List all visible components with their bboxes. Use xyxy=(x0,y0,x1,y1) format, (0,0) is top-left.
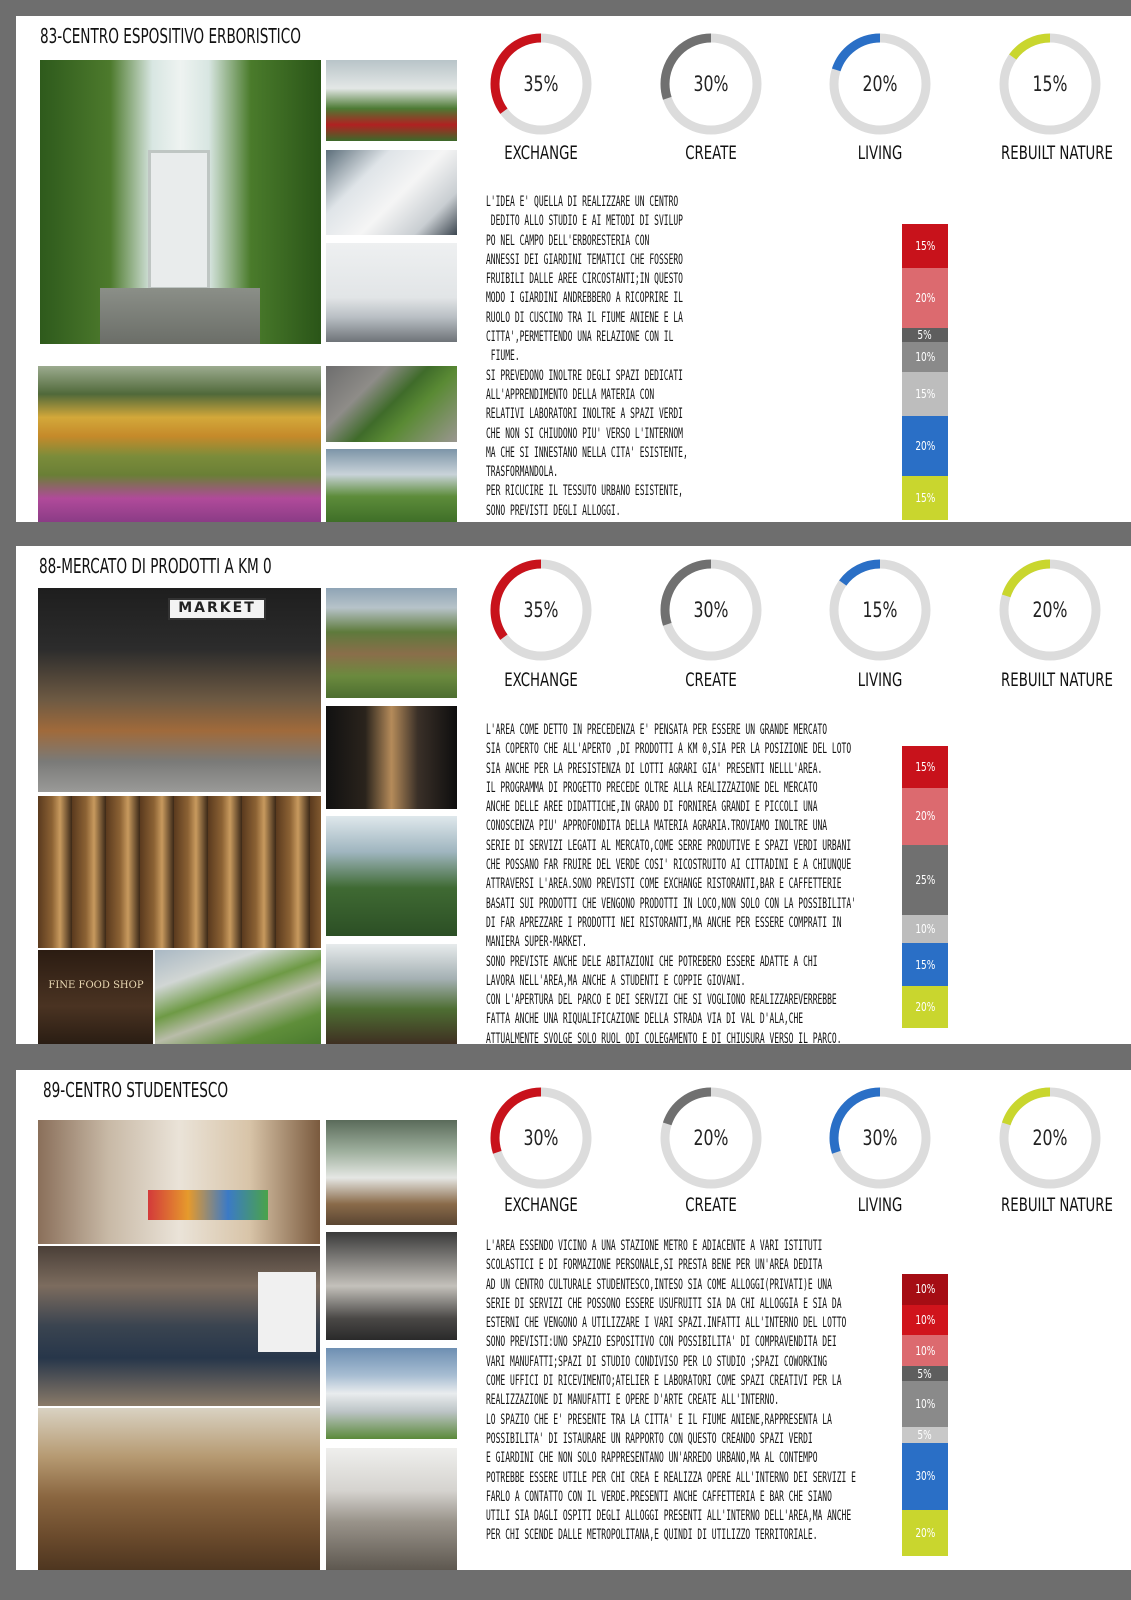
stack-segment-label: 10% xyxy=(914,350,935,365)
rebuilt-nature-ring-chart xyxy=(996,1084,1104,1192)
market-hall-photo xyxy=(38,588,321,792)
description-line: CHE NON SI CHIUDONO PIU' VERSO L'INTERNOM xyxy=(486,425,683,442)
description-line: SONO PREVISTE ANCHE DELE ABITAZIONI CHE POTREBERO ESSERE ADATTE A CHI xyxy=(486,953,818,970)
greenhouse-garden-photo xyxy=(326,816,457,936)
description-line: IL PROGRAMMA DI PROGETTO PRECEDE OLTRE ALLA REALIZZAZIONE DEL MERCATO xyxy=(486,779,818,796)
description-line: LAVORA NELL'AREA,MA ANCHE A STUDENTI E COPPIE GIOVANI. xyxy=(486,972,746,989)
stack-segment xyxy=(902,1274,948,1305)
living-ring-chart xyxy=(826,556,934,664)
description-line: L'AREA COME DETTO IN PRECEDENZA E' PENSATA PER ESSERE UN GRANDE MERCATO xyxy=(486,722,828,738)
exchange-ring-chart xyxy=(487,1084,595,1192)
stack-segment-label: 10% xyxy=(914,1397,935,1412)
stack-segment-label: 15% xyxy=(914,957,935,972)
description-line: SONO PREVISTI DEGLI ALLOGGI. xyxy=(486,502,621,519)
description-line: SIA ANCHE PER LA PRESISTENZA DI LOTTI AGRARI GIA' PRESENTI NELLL'AREA. xyxy=(486,760,823,777)
description-line: L'AREA ESSENDO VICINO A UNA STAZIONE METRO E ADIACENTE A VARI ISTITUTI xyxy=(486,1238,823,1254)
section-description xyxy=(486,721,856,1049)
urban-garden-photo xyxy=(326,366,457,442)
create-ring-chart xyxy=(657,556,765,664)
description-line: VARI MANUFATTI;SPAZI DI STUDIO CONDIVISO PER LO STUDIO ;SPAZI COWORKING xyxy=(486,1353,828,1370)
create-label: CREATE xyxy=(685,1194,737,1216)
create-percent: 20% xyxy=(693,1126,729,1150)
stack-segment-label: 15% xyxy=(914,760,935,775)
exchange-percent: 30% xyxy=(523,1126,559,1150)
stack-segment-label: 25% xyxy=(914,872,935,887)
create-ring-chart xyxy=(657,30,765,138)
rebuilt-nature-percent: 20% xyxy=(1032,1126,1068,1150)
dorm-bedroom-photo xyxy=(38,1120,320,1244)
description-line: SERIE DI SERVIZI CHE POSSONO ESSERE USUFRUITI SIA DA CHI ALLOGGIA E SIA DA xyxy=(486,1295,842,1312)
description-line: ANCHE DELLE AREE DIDATTICHE,IN GRADO DI FORNIREA GRANDI E PICCOLI UNA xyxy=(486,799,818,816)
white-lab-interior-photo xyxy=(326,150,457,235)
living-label: LIVING xyxy=(857,669,903,691)
description-line: UTILI SIA DAGLI OSPITI DEGLI ALLOGGI PRESENTI ALL'INTERNO DELL'AREA,MA ANCHE xyxy=(486,1508,852,1525)
percentage-stack-bar xyxy=(902,746,948,1028)
stack-segment xyxy=(902,1443,948,1510)
stack-segment-label: 30% xyxy=(914,1469,935,1484)
description-line: CONOSCENZA PIU' APPROFONDITA DELLA MATERIA AGRARIA.TROVIAMO INOLTRE UNA xyxy=(486,818,828,835)
stack-segment xyxy=(902,224,948,268)
description-line: PO NEL CAMPO DELL'ERBORESTERIA CON xyxy=(486,232,650,249)
jars-shelf-photo xyxy=(38,796,321,948)
section-title: 88-MERCATO DI PRODOTTI A KM 0 xyxy=(39,554,272,578)
section-description xyxy=(486,193,688,521)
create-ring-chart xyxy=(657,1084,765,1192)
stack-segment xyxy=(902,328,948,343)
living-label: LIVING xyxy=(857,1194,903,1216)
description-line: SONO PREVISTI:UNO SPAZIO ESPOSITIVO CON POSSIBILITA' DI COMPRAVENDITA DEI xyxy=(486,1334,837,1351)
create-percent: 30% xyxy=(693,598,729,622)
flower-field-photo xyxy=(38,366,321,522)
shop-sign-text: FINE FOOD SHOP xyxy=(48,980,144,991)
stack-segment xyxy=(902,788,948,844)
rebuilt-nature-percent: 20% xyxy=(1032,598,1068,622)
art-atelier-photo xyxy=(38,1408,320,1570)
library-study-photo xyxy=(326,1120,457,1225)
stack-segment-label: 10% xyxy=(914,1343,935,1358)
description-line: SCOLASTICI E DI FORMAZIONE PERSONALE,SI PRESTA BENE PER UN'AREA DEDITA xyxy=(486,1257,823,1274)
exchange-label: EXCHANGE xyxy=(504,142,578,164)
stack-segment-label: 20% xyxy=(914,290,935,305)
living-label: LIVING xyxy=(857,142,903,164)
exchange-ring-chart xyxy=(487,30,595,138)
living-ring-chart xyxy=(826,30,934,138)
stack-segment xyxy=(902,845,948,916)
description-line: FRUIBILI DALLE AREE CIRCOSTANTI;IN QUESTO xyxy=(486,271,683,288)
section-title: 89-CENTRO STUDENTESCO xyxy=(43,1078,229,1102)
fine-food-shop-photo xyxy=(38,950,153,1044)
description-line: LO SPAZIO CHE E' PRESENTE TRA LA CITTA' E IL FIUME ANIENE,RAPPRESENTA LA xyxy=(486,1411,832,1428)
stack-segment xyxy=(902,476,948,520)
rebuilt-nature-label: REBUILT NATURE xyxy=(1001,669,1113,691)
description-line: RUOLO DI CUSCINO TRA IL FIUME ANIENE E LA xyxy=(486,309,683,326)
stack-segment-label: 20% xyxy=(914,809,935,824)
stack-segment-label: 5% xyxy=(917,327,933,342)
description-line: FIUME. xyxy=(486,348,520,365)
description-line: DI FAR APREZZARE I PRODOTTI NEI RISTORANTI,MA ANCHE PER ESSERE COMPRATI IN xyxy=(486,914,842,931)
description-line: DEDITO ALLO STUDIO E AI METODI DI SVILUP xyxy=(486,213,683,230)
stack-segment xyxy=(902,342,948,372)
description-line: SERIE DI SERVIZI LEGATI AL MERCATO,COME SERRE PRODUTIVE E SPAZI VERDI URBANI xyxy=(486,837,852,854)
modern-building-photo xyxy=(326,1348,457,1439)
description-line: AD UN CENTRO CULTURALE STUDENTESCO,INTESO SIA COME ALLOGGI(PRIVATI)E UNA xyxy=(486,1276,832,1293)
stack-segment xyxy=(902,1366,948,1381)
create-label: CREATE xyxy=(685,142,737,164)
description-line: PER CHI SCENDE DALLE METROPOLITANA,E QUINDI DI UTILIZZO TERRITORIALE. xyxy=(486,1527,818,1544)
section-description xyxy=(486,1237,856,1546)
description-line: E GIARDINI CHE NON SOLO RAPPRESENTANO UN'ARREDO URBANO,MA AL CONTEMPO xyxy=(486,1450,818,1467)
exchange-ring-chart xyxy=(487,556,595,664)
coworking-hall-photo xyxy=(38,1246,320,1406)
exchange-label: EXCHANGE xyxy=(504,669,578,691)
description-line: CITTA',PERMETTENDO UNA RELAZIONE CON IL xyxy=(486,329,674,346)
description-line: FARLO A CONTATTO CON IL VERDE.PRESENTI ANCHE CAFFETTERIA E BAR CHE SIANO xyxy=(486,1488,832,1505)
stack-segment-label: 20% xyxy=(914,999,935,1014)
section-83-panel xyxy=(16,16,1131,522)
description-line: POTREBBE ESSERE UTILE PER CHI CREA E REALIZZA OPERE ALL'INTERNO DEI SERVIZI E xyxy=(486,1469,856,1486)
stack-segment xyxy=(902,1381,948,1427)
exchange-percent: 35% xyxy=(523,72,559,96)
people-garden-photo xyxy=(326,944,457,1044)
section-title: 83-CENTRO ESPOSITIVO ERBORISTICO xyxy=(40,24,301,48)
description-line: PER RICUCIRE IL TESSUTO URBANO ESISTENTE, xyxy=(486,483,683,500)
rebuilt-nature-ring-chart xyxy=(996,30,1104,138)
rebuilt-nature-label: REBUILT NATURE xyxy=(1001,1194,1113,1216)
description-line: TRASFORMANDOLA. xyxy=(486,464,559,481)
description-line: RELATIVI LABORATORI INOLTRE A SPAZI VERDI xyxy=(486,406,683,423)
stack-segment xyxy=(902,1427,948,1442)
rebuilt-nature-ring-chart xyxy=(996,556,1104,664)
stack-segment xyxy=(902,986,948,1028)
stack-segment xyxy=(902,268,948,327)
description-line: POSSIBILITA' DI ISTAURARE UN RAPPORTO CON QUESTO CREANDO SPAZI VERDI xyxy=(486,1430,813,1447)
description-line: ALL'APPRENDIMENTO DELLA MATERIA CON xyxy=(486,386,655,403)
living-percent: 20% xyxy=(862,72,898,96)
office-interior-photo xyxy=(326,243,457,342)
stack-segment xyxy=(902,372,948,416)
stack-segment xyxy=(902,746,948,788)
exchange-label: EXCHANGE xyxy=(504,1194,578,1216)
exchange-percent: 35% xyxy=(523,598,559,622)
stack-segment-label: 10% xyxy=(914,922,935,937)
stack-segment-label: 10% xyxy=(914,1312,935,1327)
percentage-stack-bar xyxy=(902,1274,948,1556)
greenhouse-workers-photo xyxy=(326,60,457,141)
gallery-interior-photo xyxy=(326,1232,457,1340)
description-line: CHE POSSANO FAR FRUIRE DEL VERDE COSI' RICOSTRUITO AI CITTADINI E A CHIUNQUE xyxy=(486,857,852,874)
stack-segment xyxy=(902,1305,948,1336)
percentage-stack-bar xyxy=(902,224,948,520)
description-line: COME UFFICI DI RICEVIMENTO;ATELIER E LABORATORI COME SPAZI CREATIVI PER LA xyxy=(486,1373,842,1390)
create-percent: 30% xyxy=(693,72,729,96)
living-ring-chart xyxy=(826,1084,934,1192)
stack-segment-label: 20% xyxy=(914,438,935,453)
stack-segment xyxy=(902,1335,948,1366)
stack-segment-label: 5% xyxy=(917,1427,933,1442)
description-line: L'IDEA E' QUELLA DI REALIZZARE UN CENTRO xyxy=(486,194,679,210)
description-line: MODO I GIARDINI ANDREBBERO A RICOPRIRE IL xyxy=(486,290,683,307)
park-aerial-photo xyxy=(155,950,321,1044)
stack-segment-label: 10% xyxy=(914,1282,935,1297)
description-line: MANIERA SUPER-MARKET. xyxy=(486,934,587,951)
description-line: MA CHE SI INNESTANO NELLA CITA' ESISTENTE, xyxy=(486,444,688,461)
workshop-tables-photo xyxy=(326,1448,457,1570)
living-percent: 30% xyxy=(862,1126,898,1150)
rebuilt-nature-label: REBUILT NATURE xyxy=(1001,142,1113,164)
description-line: REALIZZAZIONE DI MANUFATTI E OPERE D'ARTE CREATE ALL'INTERNO. xyxy=(486,1392,780,1409)
description-line: CON L'APERTURA DEL PARCO E DEI SERVIZI CHE SI VOGLIONO REALIZZAREVERREBBE xyxy=(486,992,837,1009)
section-88-panel xyxy=(16,546,1131,1047)
description-line: ATTRAVERSI L'AREA.SONO PREVISTI COME EXCHANGE RISTORANTI,BAR E CAFFETTERIE xyxy=(486,876,842,893)
stack-segment-label: 15% xyxy=(914,239,935,254)
rebuilt-nature-percent: 15% xyxy=(1032,72,1068,96)
create-label: CREATE xyxy=(685,669,737,691)
greenhouse-interior-photo xyxy=(40,60,321,344)
section-89-panel xyxy=(16,1070,1131,1570)
restaurant-entrance-photo xyxy=(326,706,457,809)
stack-segment xyxy=(902,1510,948,1556)
description-line: BASATI SUI PRODOTTI CHE VENGONO PRODOTTI IN LOCO,NON SOLO CON LA POSSIBILITA' xyxy=(486,895,856,912)
stack-segment xyxy=(902,943,948,985)
description-line: SI PREVEDONO INOLTRE DEGLI SPAZI DEDICATI xyxy=(486,367,683,384)
stack-segment-label: 15% xyxy=(914,490,935,505)
description-line: FATTA ANCHE UNA RIQUALIFICAZIONE DELLA STRADA VIA DI VAL D'ALA,CHE xyxy=(486,1011,804,1028)
description-line: ESTERNI CHE VENGONO A UTILIZZARE I VARI SPAZI.INFATTI ALL'INTERNO DEL LOTTO xyxy=(486,1315,847,1332)
description-line: SIA COPERTO CHE ALL'APERTO ,DI PRODOTTI A KM 0,SIA PER LA POSIZIONE DEL LOTO xyxy=(486,741,852,758)
stack-segment-label: 15% xyxy=(914,387,935,402)
market-sign-text: MARKET xyxy=(178,600,256,616)
living-percent: 15% xyxy=(862,598,898,622)
allotment-garden-photo xyxy=(326,588,457,698)
stack-segment-label: 5% xyxy=(917,1366,933,1381)
campus-lawn-photo xyxy=(326,449,457,522)
stack-segment xyxy=(902,416,948,475)
stack-segment xyxy=(902,915,948,943)
description-line: ANNESSI DEI GIARDINI TEMATICI CHE FOSSERO xyxy=(486,251,683,268)
description-line: ATTUALMENTE SVOLGE SOLO RUOL ODI COLEGAMENTO E DI CHIUSURA VERSO IL PARCO. xyxy=(486,1030,842,1047)
stack-segment-label: 20% xyxy=(914,1525,935,1540)
